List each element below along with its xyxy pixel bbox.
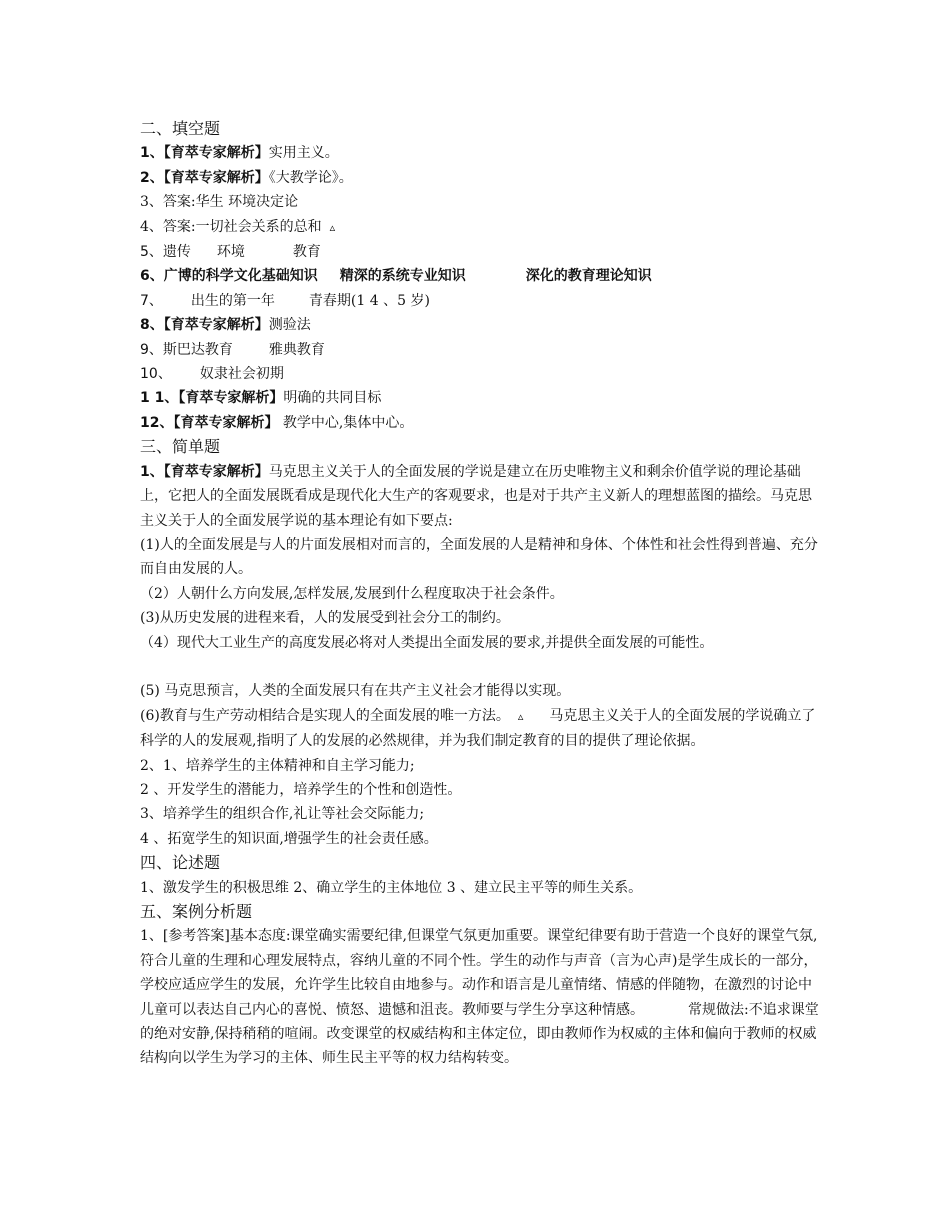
short-item-2-line-2: 2 、开发学生的潜能力，培养学生的个性和创造性。 bbox=[140, 781, 462, 798]
short-item-1-point-5: (5) 马克思预言，人类的全面发展只有在共产主义社会才能得以实现。 bbox=[140, 683, 571, 700]
fill-item-3: 3、答案:华生 环境决定论 bbox=[140, 194, 299, 211]
case-item-1: 1、[参考答案]基本态度:课堂确实需要纪律,但课堂气氛更加重要。课堂纪律要有助于营造一个良好的课堂气氛,符合儿童的生理和心理发展特点，容纳儿童的不同个性。学生的动作与声音（言为心声)是学生成长的一部分，学校应适应学生的发展，允许学生比较自由地参与。动作和语言是儿童情绪、情感的伴随物，在激烈的讨论中儿童可以表达自己内心的喜悦、愤怒、遗憾和沮丧。教师要与学生分享这种情感。 常规做法:不追求课堂的绝对安静,保持稍稍的喧闹。改变课堂的权威结构和主体定位，即由教师作为权威的主体和偏向于教师的权威结构向以学生为学习的主体、师生民主平等的权力结构转变。 bbox=[140, 928, 819, 1067]
section-heading-case-analysis: 五、案例分析题 bbox=[140, 901, 253, 921]
short-item-1-point-1: (1)人的全面发展是与人的片面发展相对而言的，全面发展的人是精神和身体、个体性和社会性得到普遍、充分而自由发展的人。 bbox=[140, 536, 818, 578]
fill-item-2: 2、【育萃专家解析】《大教学论》。 bbox=[140, 169, 353, 186]
short-item-1-point-2: （2）人朝什么方向发展,怎样发展,发展到什么程度取决于社会条件。 bbox=[140, 585, 564, 602]
fill-item-1: 1、【育萃专家解析】实用主义。 bbox=[140, 145, 339, 162]
fill-item-12: 12、【育萃专家解析】 教学中心,集体中心。 bbox=[140, 414, 414, 431]
short-item-1-intro: 1、【育萃专家解析】马克思主义关于人的全面发展的学说是建立在历史唯物主义和剩余价值学说的理论基础上，它把人的全面发展既看成是现代化大生产的客观要求，也是对于共产主义新人的理想蓝图的描绘。马克思主义关于人的全面发展学说的基本理论有如下要点: bbox=[140, 463, 812, 529]
short-item-2-line-1: 2、1、培养学生的主体精神和自主学习能力; bbox=[140, 757, 415, 774]
short-item-1-point-3: (3)从历史发展的进程来看，人的发展受到社会分工的制约。 bbox=[140, 610, 510, 627]
essay-item-1: 1、激发学生的积极思维 2、确立学生的主体地位 3 、建立民主平等的师生关系。 bbox=[140, 879, 643, 896]
short-item-1-point-4: （4）现代大工业生产的高度发展必将对人类提出全面发展的要求,并提供全面发展的可能性。 bbox=[140, 634, 714, 651]
short-item-2-line-3: 3、培养学生的组织合作,礼让等社会交际能力; bbox=[140, 806, 425, 823]
short-item-2-line-4: 4 、拓宽学生的知识面,增强学生的社会责任感。 bbox=[140, 830, 438, 847]
document-body bbox=[140, 117, 820, 1071]
triangle-mark-icon: ▵ bbox=[329, 220, 336, 234]
fill-item-5: 5、遗传 环境 教育 bbox=[140, 244, 321, 261]
short-item-1-point-6: (6)教育与生产劳动相结合是实现人的全面发展的唯一方法。 ▵ 马克思主义关于人的全面发展的学说确立了科学的人的发展观,指明了人的发展的必然规律，并为我们制定教育的目的提供了理论依据。 bbox=[140, 704, 820, 754]
fill-item-4: 4、答案:一切社会关系的总和 ▵ bbox=[140, 215, 820, 240]
section-heading-short-answer: 三、简单题 bbox=[140, 437, 221, 457]
fill-item-11: 1 1、【育萃专家解析】明确的共同目标 bbox=[140, 390, 382, 407]
blank-line bbox=[140, 655, 820, 679]
fill-item-10: 10、 奴隶社会初期 bbox=[140, 366, 284, 383]
fill-item-6: 6、广博的科学文化基础知识 精深的系统专业知识 深化的教育理论知识 bbox=[140, 268, 652, 285]
triangle-mark-icon: ▵ bbox=[517, 709, 524, 723]
section-heading-essay: 四、论述题 bbox=[140, 853, 221, 873]
fill-item-9: 9、斯巴达教育 雅典教育 bbox=[140, 341, 325, 358]
section-heading-fill-in: 二、填空题 bbox=[140, 119, 221, 138]
fill-item-7: 7、 出生的第一年 青春期(1 4 、5 岁) bbox=[140, 292, 430, 309]
fill-item-8: 8、【育萃专家解析】测验法 bbox=[140, 317, 311, 334]
